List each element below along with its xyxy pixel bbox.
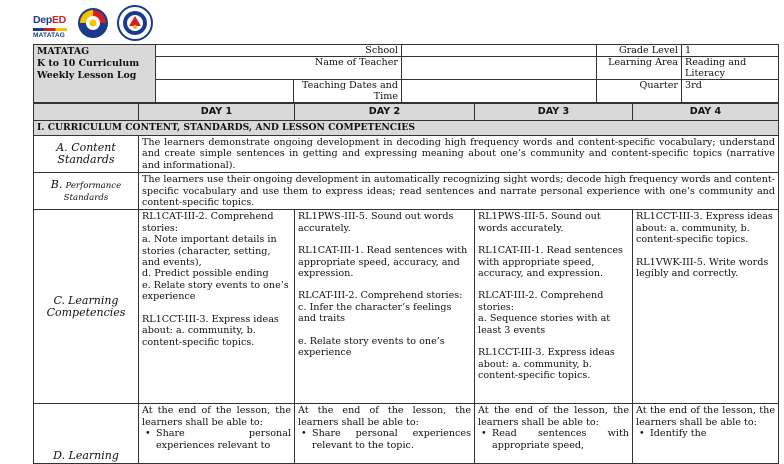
competencies-day1 bbox=[139, 210, 295, 404]
competency-line: RL1CAT-III-2. Comprehend stories: bbox=[142, 211, 274, 234]
row-label-text: Performance Standards bbox=[63, 181, 122, 203]
objectives-day3 bbox=[475, 404, 633, 464]
objective-intro: At the end of the lesson, the learners shall be able to: bbox=[478, 405, 629, 428]
objective-text: Share personal experiences relevant to the topic. bbox=[312, 428, 471, 451]
deped-logo-text-a: Dep bbox=[33, 14, 52, 26]
competency-line: RL1PWS-III-5. Sound out words accurately. bbox=[478, 211, 601, 234]
competency-line: RL1PWS-III-5. Sound out words accurately. bbox=[298, 211, 454, 234]
title-line: K to 10 Curriculum bbox=[37, 58, 140, 69]
competency-line: RL1CAT-III-1. Read sentences with appropriate speed, accuracy, and expression. bbox=[478, 245, 623, 280]
section-heading: I. CURRICULUM CONTENT, STANDARDS, AND LESSON COMPETENCIES bbox=[34, 121, 779, 136]
competency-line: a. Note important details in stories (character, setting, and events), bbox=[142, 234, 277, 269]
row-letter: B. bbox=[50, 178, 63, 192]
grade-level-value: 1 bbox=[682, 45, 779, 57]
dates-value bbox=[402, 80, 597, 103]
school-value bbox=[402, 45, 597, 57]
day-header: DAY 1 bbox=[139, 104, 295, 121]
competency-line: RL1CCT-III-3. Express ideas about: a. community, b. content-specific topics. bbox=[142, 313, 279, 348]
objective-intro: At the end of the lesson, the learners shall be able to: bbox=[636, 405, 775, 428]
objective-intro: At the end of the lesson, the learners shall be able to: bbox=[142, 405, 291, 428]
competency-line: RLCAT-III-2. Comprehend stories: bbox=[478, 290, 604, 313]
performance-standards-text: The learners use their ongoing development in automatically recognizing sight words; decode high frequency words and content-specific vocabulary and use them to express ideas; read sentences and narrate personal experience with one’s community and content-specific topics. bbox=[139, 173, 779, 210]
row-label-text: Content Standards bbox=[57, 140, 116, 167]
row-letter: D. bbox=[53, 449, 66, 463]
deped-logo-text-b: ED bbox=[51, 14, 66, 26]
document-title bbox=[34, 45, 156, 103]
dates-label: Teaching Dates and Time bbox=[294, 80, 402, 103]
objective-bullet: • Share personal experiences relevant to the topic. bbox=[301, 428, 471, 451]
competency-line: RLCAT-III-2. Comprehend stories: bbox=[298, 290, 463, 302]
objective-text: Identify the bbox=[650, 428, 707, 440]
learning-objectives-label bbox=[34, 404, 139, 464]
competency-line: RL1CAT-III-1. Read sentences with appropriate speed, accuracy, and expression. bbox=[298, 245, 468, 280]
bagong-pilipinas-seal-icon bbox=[77, 7, 109, 39]
learning-area-value: Reading and Literacy bbox=[682, 57, 779, 80]
teacher-value bbox=[402, 57, 597, 80]
objectives-day2 bbox=[295, 404, 475, 464]
matatag-logo-text: MATATAG bbox=[33, 32, 65, 39]
lesson-log-table bbox=[33, 103, 779, 464]
competency-line: d. Predict possible ending bbox=[142, 268, 269, 280]
competencies-day2 bbox=[295, 210, 475, 404]
title-line: MATATAG bbox=[37, 46, 90, 57]
grade-level-label: Grade Level bbox=[597, 45, 682, 57]
objectives-day4 bbox=[633, 404, 779, 464]
deped-logo bbox=[33, 10, 69, 40]
school-label: School bbox=[156, 45, 402, 57]
learning-area-label: Learning Area bbox=[597, 57, 682, 80]
content-standards-label bbox=[34, 136, 139, 173]
row-letter: A. bbox=[56, 140, 68, 154]
competency-line: c. Infer the character’s feelings and traits bbox=[298, 301, 452, 325]
deped-seal-icon bbox=[117, 5, 153, 41]
competency-line: RL1CCT-III-3. Express ideas about: a. community, b. content-specific topics. bbox=[636, 211, 773, 246]
learning-competencies-label bbox=[34, 210, 139, 404]
day-header: DAY 2 bbox=[295, 104, 475, 121]
competency-line: e. Relate story events to one’s experience bbox=[298, 335, 445, 359]
title-line: Weekly Lesson Log bbox=[37, 70, 137, 81]
competency-line: e. Relate story events to one’s experience bbox=[142, 279, 289, 303]
objective-bullet: • Read sentences with appropriate speed, bbox=[481, 428, 629, 451]
quarter-value: 3rd bbox=[682, 80, 779, 103]
objectives-day1 bbox=[139, 404, 295, 464]
logo-group bbox=[33, 4, 173, 42]
row-label-text: Learning Competencies bbox=[46, 293, 126, 319]
lesson-log-header bbox=[33, 44, 779, 103]
objective-bullet: • Identify the bbox=[639, 428, 707, 440]
teacher-label: Name of Teacher bbox=[156, 57, 402, 80]
objective-text: Share personal experiences relevant to bbox=[156, 428, 291, 451]
content-standards-text: The learners demonstrate ongoing development in decoding high frequency words and content-specific vocabulary; understand and create simple sentences in getting and expressing meaning about one’s community and content-specific topics (narrative and informational). bbox=[139, 136, 779, 173]
competency-line: a. Sequence stories with at least 3 events bbox=[478, 313, 611, 336]
competency-line: RL1CCT-III-3. Express ideas about: a. community, b. content-specific topics. bbox=[478, 347, 615, 381]
objective-intro: At the end of the lesson, the learners shall be able to: bbox=[298, 405, 471, 428]
competencies-day3 bbox=[475, 210, 633, 404]
row-label-text: Learning bbox=[68, 449, 119, 463]
competency-line: RL1VWK-III-5. Write words legibly and correctly. bbox=[636, 256, 769, 280]
corner-cell bbox=[34, 104, 139, 121]
row-letter: C. bbox=[53, 293, 66, 307]
day-header: DAY 4 bbox=[633, 104, 779, 121]
objective-text: Read sentences with appropriate speed, bbox=[492, 428, 629, 451]
blank-cell bbox=[156, 80, 294, 103]
quarter-label: Quarter bbox=[597, 80, 682, 103]
performance-standards-label bbox=[34, 173, 139, 210]
competencies-day4 bbox=[633, 210, 779, 404]
deped-logo-stripe bbox=[33, 28, 67, 31]
day-header: DAY 3 bbox=[475, 104, 633, 121]
objective-bullet: • Share personal experiences relevant to bbox=[145, 428, 291, 451]
